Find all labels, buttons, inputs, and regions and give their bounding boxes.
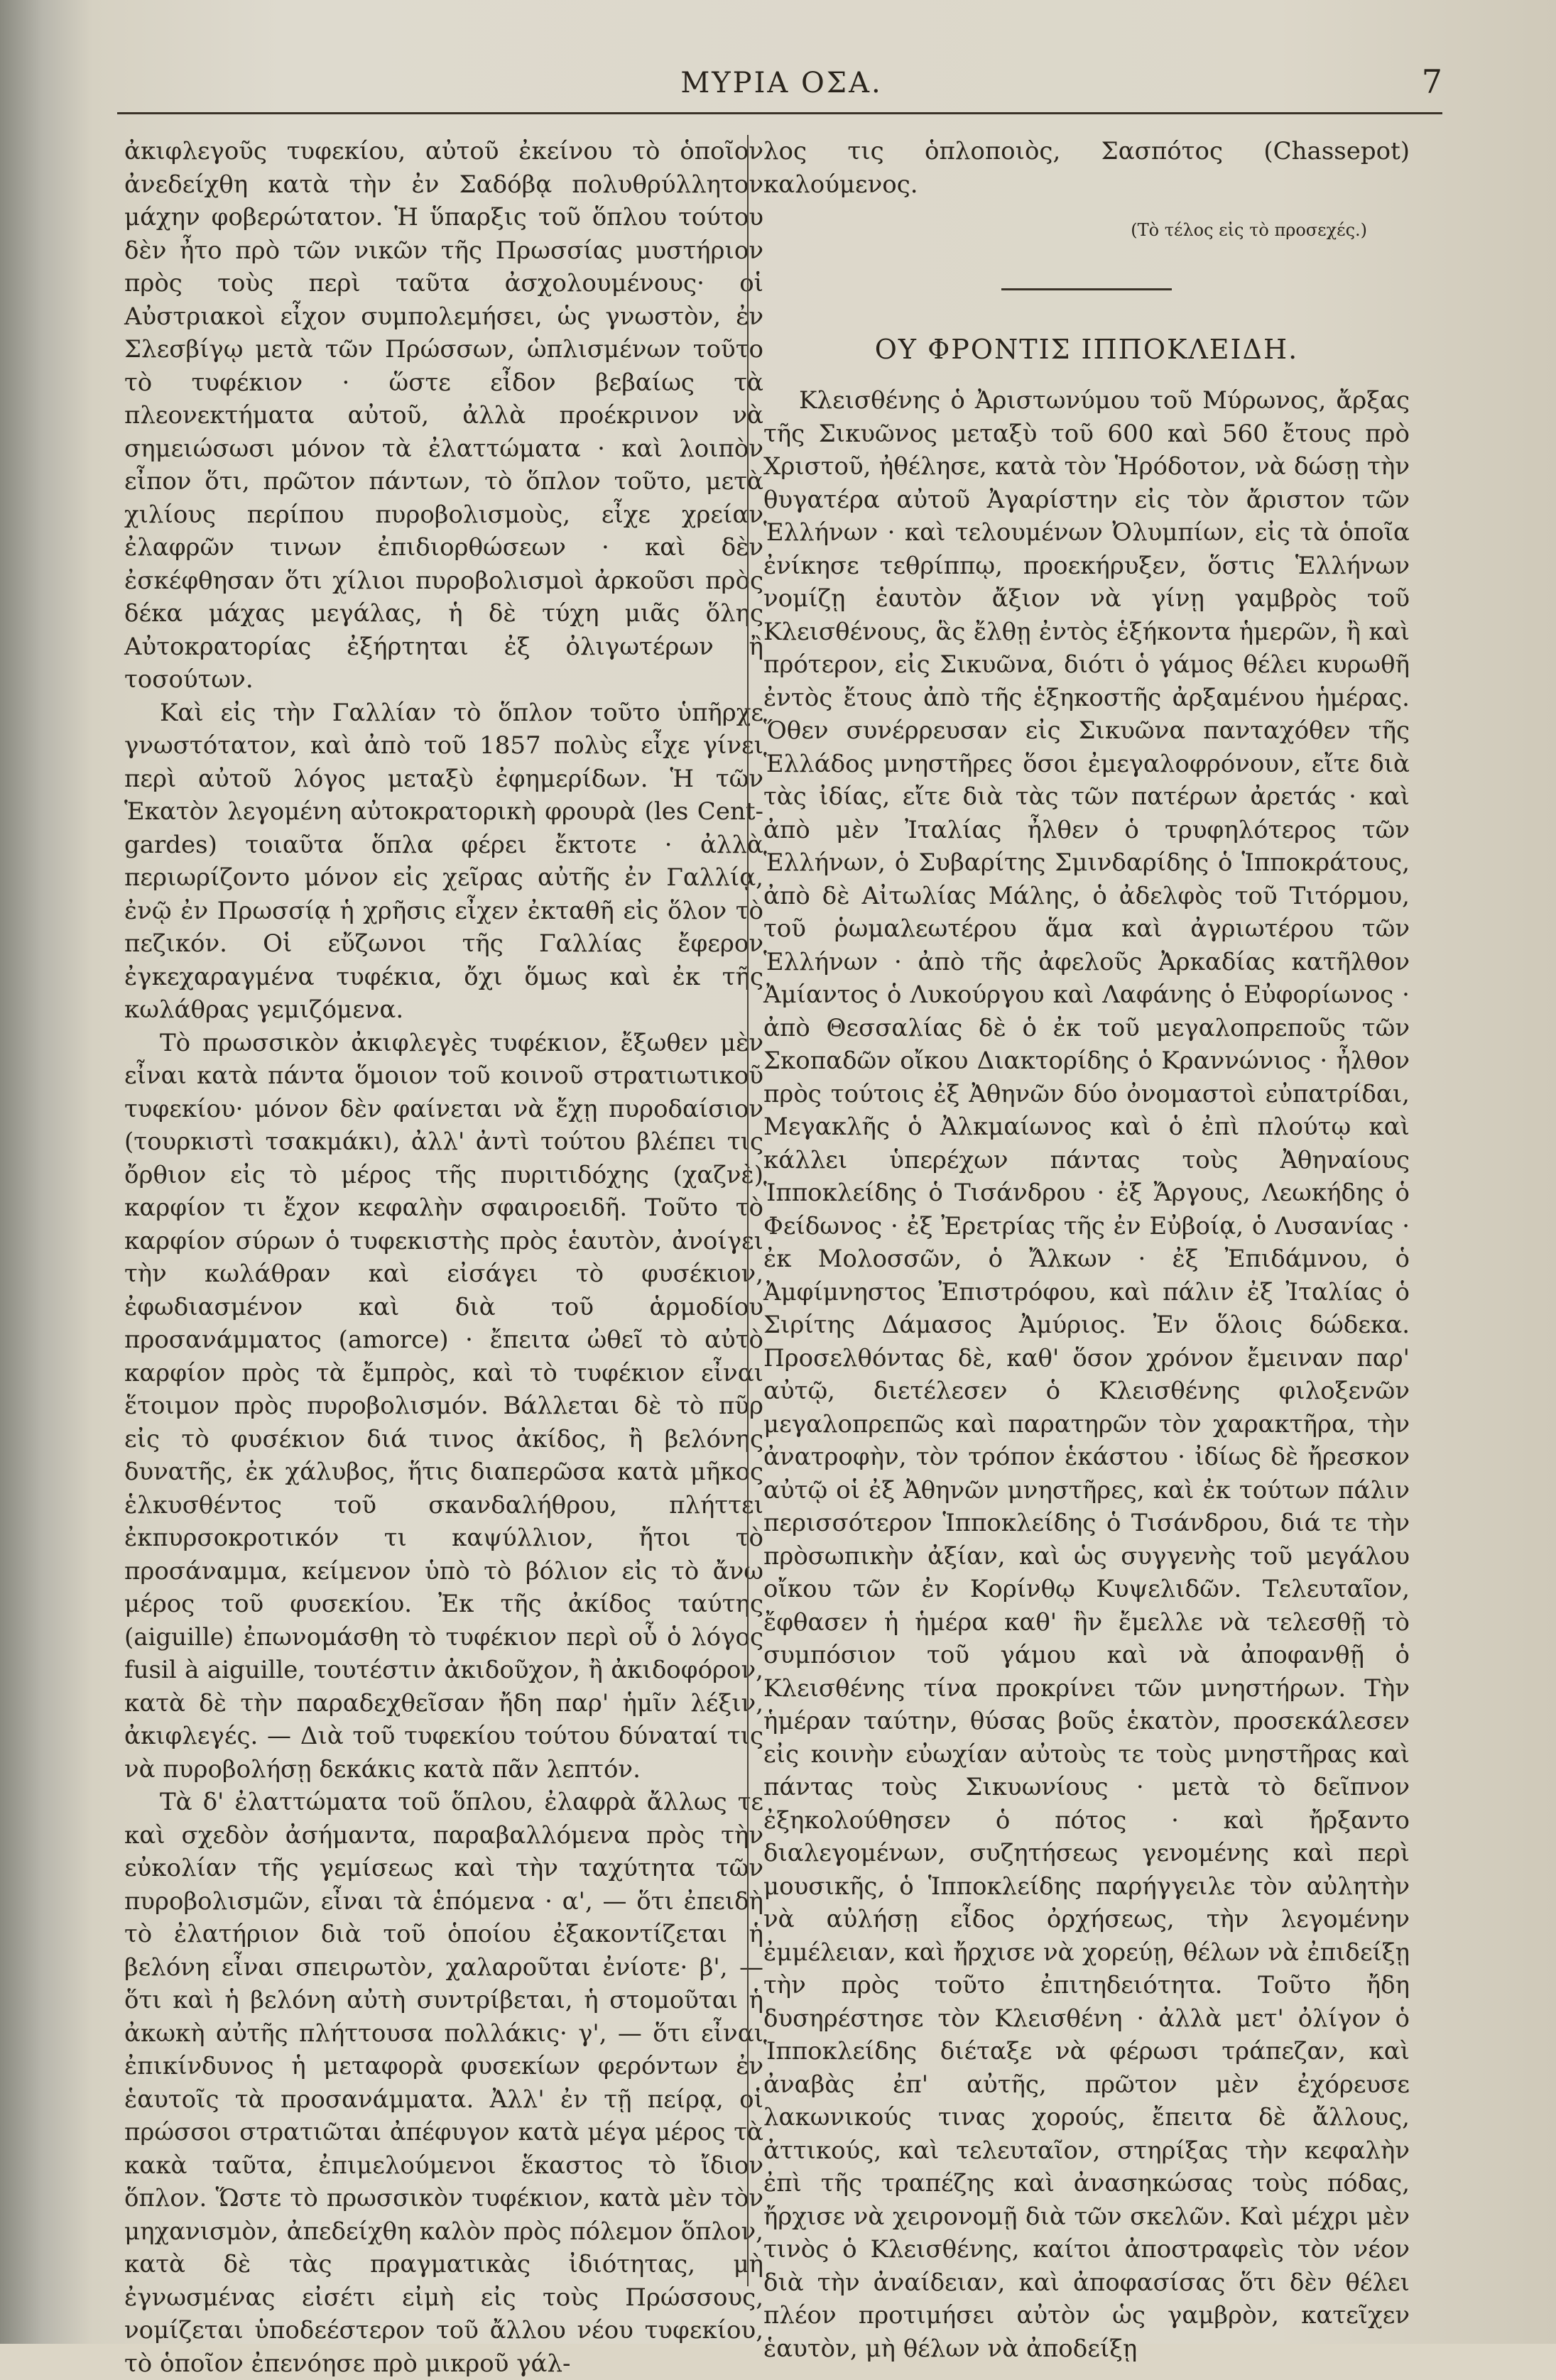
left-column	[124, 135, 763, 2380]
paragraph: Καὶ εἰς τὴν Γαλλίαν τὸ ὅπλον τοῦτο ὑπῆρχε γνωστότατον, καὶ ἀπὸ τοῦ 1857 πολὺς εἶχε γίνει περὶ αὐτοῦ λόγος μεταξὺ ἐφημερίδων. Ἡ τῶν Ἑκατὸν λεγομένη αὐτοκρατορικὴ φρουρὰ (les Cent-gardes) τοιαῦτα ὅπλα φέρει ἔκτοτε · ἀλλὰ περιωρίζοντο μόνον εἰς χεῖρας αὐτῆς ἐν Γαλλίᾳ, ἐνῷ ἐν Πρωσσίᾳ ἡ χρῆσις εἶχεν ἐκταθῆ εἰς ὅλον τὸ πεζικόν. Οἱ εὔζωνοι τῆς Γαλλίας ἔφερον ἐγκεχαραγμένα τυφέκια, ὄχι ὅμως καὶ ἐκ τῆς κωλάθρας γεμιζόμενα.	[124, 698, 763, 1024]
page-header	[121, 57, 1442, 114]
section-rule	[1001, 288, 1172, 290]
article-title: ΟΥ ΦΡΟΝΤΙΣ ΙΠΠΟΚΛΕΙΔΗ.	[874, 333, 1299, 365]
column-divider	[747, 135, 749, 2286]
right-column	[763, 135, 1410, 2365]
page-number: 7	[1421, 62, 1442, 101]
header-rule	[117, 112, 1442, 114]
paragraph: ἀκιφλεγοῦς τυφεκίου, αὐτοῦ ἐκείνου τὸ ὁποῖον ἀνεδείχθη κατὰ τὴν ἐν Σαδόβᾳ πολυθρύλλητον μάχην φοβερώτατον. Ἡ ὕπαρξις τοῦ ὅπλου τούτου δὲν ἦτο πρὸ τῶν νικῶν τῆς Πρωσσίας μυστήριον πρὸς τοὺς περὶ ταῦτα ἀσχολουμένους· οἱ Αὐστριακοὶ εἶχον συμπολεμήσει, ὡς γνωστὸν, ἐν Σλεσβίγῳ μετὰ τῶν Πρώσσων, ὡπλισμένων τοῦτο τὸ τυφέκιον · ὥστε εἶδον βεβαίως τὰ πλεονεκτήματα αὐτοῦ, ἀλλὰ προέκρινον νὰ σημειώσωσι μόνον τὰ ἐλαττώματα · καὶ λοιπὸν εἶπον ὅτι, πρῶτον πάντων, τὸ ὅπλον τοῦτο, μετὰ χιλίους περίπου πυροβολισμοὺς, εἶχε χρείαν ἐλαφρῶν τινων ἐπιδιορθώσεων · καὶ δὲν ἐσκέφθησαν ὅτι χίλιοι πυροβολισμοὶ ἀρκοῦσι πρὸς δέκα μάχας μεγάλας, ἡ δὲ τύχη μιᾶς ὅλης Αὐτοκρατορίας ἐξήρτηται ἐξ ὀλιγωτέρων ἢ τοσούτων.	[124, 137, 763, 694]
paragraph: Κλεισθένης ὁ Ἀριστωνύμου τοῦ Μύρωνος, ἄρξας τῆς Σικυῶνος μεταξὺ τοῦ 600 καὶ 560 ἔτους πρὸ Χριστοῦ, ἠθέλησε, κατὰ τὸν Ἡρόδοτον, νὰ δώσῃ τὴν θυγατέρα αὐτοῦ Ἀγαρίστην εἰς τὸν ἄριστον τῶν Ἑλλήνων · καὶ τελουμένων Ὀλυμπίων, εἰς τὰ ὁποῖα ἐνίκησε τεθρίππῳ, προεκήρυξεν, ὅστις Ἑλλήνων νομίζῃ ἑαυτὸν ἄξιον νὰ γίνῃ γαμβρὸς τοῦ Κλεισθένους, ἃς ἔλθῃ ἐντὸς ἑξήκοντα ἡμερῶν, ἢ καὶ πρότερον, εἰς Σικυῶνα, διότι ὁ γάμος θέλει κυρωθῆ ἐντὸς ἔτους ἀπὸ τῆς ἑξηκοστῆς ἀρξαμένου ἡμέρας. Ὅθεν συνέρρευσαν εἰς Σικυῶνα πανταχόθεν τῆς Ἑλλάδος μνηστῆρες ὅσοι ἐμεγαλοφρόνουν, εἴτε διὰ τὰς ἰδίας, εἴτε διὰ τὰς τῶν πατέρων ἀρετάς · καὶ ἀπὸ μὲν Ἰταλίας ἦλθεν ὁ τρυφηλότερος τῶν Ἑλλήνων, ὁ Συβαρίτης Σμινδαρίδης ὁ Ἱπποκράτους, ἀπὸ δὲ Αἰτωλίας Μάλης, ὁ ἀδελφὸς τοῦ Τιτόρμου, τοῦ ῥωμαλεωτέρου ἅμα καὶ ἀγριωτέρου τῶν Ἑλλήνων · ἀπὸ τῆς ἀφελοῦς Ἀρκαδίας κατῆλθον Ἀμίαντος ὁ Λυκούργου καὶ Λαφάνης ὁ Εὐφορίωνος · ἀπὸ Θεσσαλίας δὲ ὁ ἐκ τοῦ μεγαλοπρεποῦς τῶν Σκοπαδῶν οἴκου Διακτορίδης ὁ Κραννώνιος · ἦλθον πρὸς τούτοις ἐξ Ἀθηνῶν δύο ὀνομαστοὶ εὐπατρίδαι, Μεγακλῆς ὁ Ἀλκμαίωνος καὶ ὁ ἐπὶ πλούτῳ καὶ κάλλει ὑπερέχων πάντας τοὺς Ἀθηναίους Ἱπποκλείδης ὁ Τισάνδρου · ἐξ Ἄργους, Λεωκήδης ὁ Φείδωνος · ἐξ Ἐρετρίας τῆς ἐν Εὐβοίᾳ, ὁ Λυσανίας · ἐκ Μολοσσῶν, ὁ Ἄλκων · ἐξ Ἐπιδάμνου, ὁ Ἀμφίμνηστος Ἐπιστρόφου, καὶ πάλιν ἐξ Ἰταλίας ὁ Σιρίτης Δάμασος Ἀμύριος. Ἐν ὅλοις δώδεκα. Προσελθόντας δὲ, καθ' ὅσον χρόνον ἔμειναν παρ' αὐτῷ, διετέλεσεν ὁ Κλεισθένης φιλοξενῶν μεγαλοπρεπῶς καὶ παρατηρῶν τὸν χαρακτῆρα, τὴν ἀνατροφὴν, τὸν τρόπον ἑκάστου · ἰδίως δὲ ἤρεσκον αὐτῷ οἱ ἐξ Ἀθηνῶν μνηστῆρες, καὶ ἐκ τούτων πάλιν περισσότερον Ἱπποκλείδης ὁ Τισάνδρου, διά τε τὴν πρὸσωπικὴν ἀξίαν, καὶ ὡς συγγενὴς τοῦ μεγάλου οἴκου τῶν ἐν Κορίνθῳ Κυψελιδῶν. Τελευταῖον, ἔφθασεν ἡ ἡμέρα καθ' ἣν ἔμελλε νὰ τελεσθῇ τὸ συμπόσιον τοῦ γάμου καὶ νὰ ἀποφανθῇ ὁ Κλεισθένης τίνα προκρίνει τῶν μνηστήρων. Τὴν ἡμέραν ταύτην, θύσας βοῦς ἑκατὸν, προσεκάλεσεν εἰς κοινὴν εὐωχίαν αὐτοὺς τε τοὺς μνηστῆρας καὶ πάντας τοὺς Σικυωνίους · μετὰ τὸ δεῖπνον ἐξηκολούθησεν ὁ πότος · καὶ ἤρξαντο διαλεγομένων, συζητήσεως γενομένης καὶ περὶ μουσικῆς, ὁ Ἱπποκλείδης παρήγγειλε τὸν αὐλητὴν νὰ αὐλήσῃ εἶδος ὀρχήσεως, τὴν λεγομένην ἐμμέλειαν, καὶ ἤρχισε νὰ χορεύῃ, θέλων νὰ ἐπιδείξῃ τὴν πρὸς τοῦτο ἐπιτηδειότητα. Τοῦτο ἤδη δυσηρέστησε τὸν Κλεισθένη · ἀλλὰ μετ' ὀλίγον ὁ Ἱπποκλείδης διέταξε νὰ φέρωσι τράπεζαν, καὶ ἀναβὰς ἐπ' αὐτῆς, πρῶτον μὲν ἐχόρευσε λακωνικούς τινας χορούς, ἔπειτα δὲ ἄλλους, ἀττικούς, καὶ τελευταῖον, στηρίξας τὴν κεφαλὴν ἐπὶ τῆς τραπέζης καὶ ἀνασηκώσας τοὺς πόδας, ἤρχισε νὰ χειρονομῇ διὰ τῶν σκελῶν. Καὶ μέχρι μὲν τινὸς ὁ Κλεισθένης, καίτοι ἀποστραφεὶς τὸν νέον διὰ τὴν ἀναίδειαν, καὶ ἀποφασίσας ὅτι δὲν θέλει πλέον προτιμήσει αὐτὸν ὡς γαμβρὸν, κατεῖχεν ἑαυτὸν, μὴ θέλων νὰ ἀποδείξῃ	[763, 386, 1410, 2363]
paragraph: Τὰ δ' ἐλαττώματα τοῦ ὅπλου, ἐλαφρὰ ἄλλως τε καὶ σχεδὸν ἀσήμαντα, παραβαλλόμενα πρὸς τὴν εὐκολίαν τῆς γεμίσεως καὶ τὴν ταχύτητα τῶν πυροβολισμῶν, εἶναι τὰ ἑπόμενα · α', — ὅτι ἐπειδὴ τὸ ἐλατήριον διὰ τοῦ ὁποίου ἐξακοντίζεται ἡ βελόνη εἶναι σπειρωτὸν, χαλαροῦται ἐνίοτε· β', — ὅτι καὶ ἡ βελόνη αὐτὴ συντρίβεται, ἡ στομοῦται ἡ ἀκωκὴ αὐτῆς πλήττουσα πολλάκις· γ', — ὅτι εἶναι ἐπικίνδυνος ἡ μεταφορὰ φυσεκίων φερόντων ἐν ἑαυτοῖς τὰ προσανάμματα. Ἀλλ' ἐν τῇ πείρᾳ, οἱ πρώσσοι στρατιῶται ἀπέφυγον κατὰ μέγα μέρος τὰ κακὰ ταῦτα, ἐπιμελούμενοι ἕκαστος τὸ ἴδιον ὅπλον. Ὥστε τὸ πρωσσικὸν τυφέκιον, κατὰ μὲν τὸν μηχανισμὸν, ἀπεδείχθη καλὸν πρὸς πόλεμον ὅπλον, κατὰ δὲ τὰς πραγματικὰς ἰδιότητας, μὴ ἐγνωσμένας εἰσέτι εἰμὴ εἰς τοὺς Πρώσσους, νομίζεται ὑποδεέστερον τοῦ ἄλλου νέου τυφεκίου, τὸ ὁποῖον ἐπενόησε πρὸ μικροῦ γάλ-	[124, 1788, 763, 2378]
paragraph: Τὸ πρωσσικὸν ἀκιφλεγὲς τυφέκιον, ἔξωθεν μὲν εἶναι κατὰ πάντα ὅμοιον τοῦ κοινοῦ στρατιωτικοῦ τυφεκίου· μόνον δὲν φαίνεται νὰ ἔχῃ πυροδαίσιον (τουρκιστὶ τσακμάκι), ἀλλ' ἀντὶ τούτου βλέπει τις ὄρθιον εἰς τὸ μέρος τῆς πυριτιδόχης (χαζνὲ) καρφίον τι ἔχον κεφαλὴν σφαιροειδῆ. Τοῦτο τὸ καρφίον σύρων ὁ τυφεκιστὴς πρὸς ἑαυτὸν, ἀνοίγει τὴν κωλάθραν καὶ εἰσάγει τὸ φυσέκιον, ἐφωδιασμένον καὶ διὰ τοῦ ἁρμοδίου προσανάμματος (amorce) · ἔπειτα ὠθεῖ τὸ αὐτὸ καρφίον πρὸς τὰ ἔμπρὸς, καὶ τὸ τυφέκιον εἶναι ἕτοιμον πρὸς πυροβολισμόν. Βάλλεται δὲ τὸ πῦρ εἰς τὸ φυσέκιον διά τινος ἀκίδος, ἢ βελόνης δυνατῆς, ἐκ χάλυβος, ἥτις διαπερῶσα κατὰ μῆκος ἑλκυσθέντος τοῦ σκανδαλήθρου, πλήττει ἐκπυρσοκροτικόν τι καψύλλιον, ἤτοι τὸ προσάναμμα, κείμενον ὑπὸ τὸ βόλιον εἰς τὸ ἄνω μέρος τοῦ φυσεκίου. Ἐκ τῆς ἀκίδος ταύτης (aiguille) ἐπωνομάσθη τὸ τυφέκιον περὶ οὗ ὁ λόγος fusil à aiguille, τουτέστιν ἀκιδοῦχον, ἢ ἀκιδοφόρον, κατὰ δὲ τὴν παραδεχθεῖσαν ἤδη παρ' ἡμῖν λέξιν, ἀκιφλεγές. — Διὰ τοῦ τυφεκίου τούτου δύναταί τις νὰ πυροβολήσῃ δεκάκις κατὰ πᾶν λεπτόν.	[124, 1028, 763, 1784]
running-title: ΜΥΡΙΑ ΟΣΑ.	[680, 67, 883, 99]
continuation-text: λος τις ὁπλοποιὸς, Σασπότος (Chassepot) καλούμενος.	[763, 137, 1410, 199]
continued-note: (Τὸ τέλος εἰς τὸ προσεχές.)	[1131, 220, 1367, 240]
